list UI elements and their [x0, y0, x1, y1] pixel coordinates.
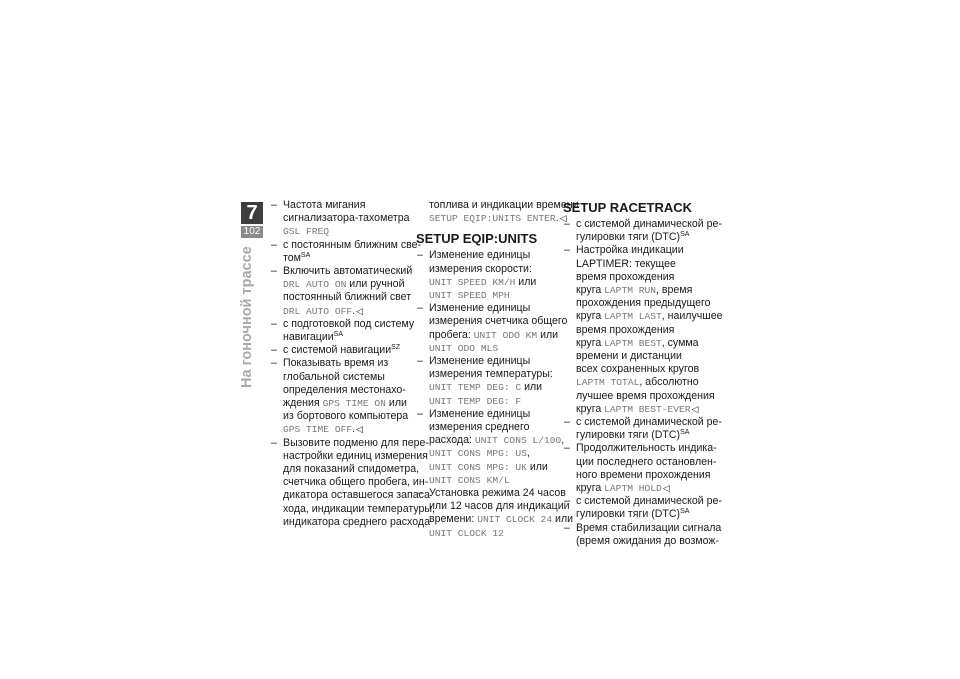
- text-segment: глобальной системы: [283, 370, 385, 383]
- text-line: [576, 495, 722, 508]
- text-segment: гулировки тяги (DTC): [576, 231, 681, 244]
- list-item: [563, 218, 722, 244]
- display-code: UNIT TEMP DEG: C: [429, 382, 522, 394]
- text-line: [429, 395, 554, 408]
- text-segment: круга: [576, 310, 605, 323]
- text-segment: ции последнего остановлен-: [576, 455, 717, 468]
- list-item: [563, 416, 722, 442]
- text-line: [283, 436, 429, 450]
- text-segment: с подготовкой под систему: [283, 317, 415, 330]
- text-segment: .: [352, 423, 356, 436]
- chapter-title: На гоночной трассе: [239, 246, 255, 388]
- text-line: [283, 265, 413, 278]
- end-mark-icon: ◁: [691, 403, 699, 414]
- equipment-superscript: SA: [300, 251, 311, 259]
- text-line: [283, 423, 405, 436]
- text-segment: Включить автоматический: [283, 265, 413, 278]
- end-mark-icon: ◁: [559, 213, 567, 224]
- list-item: [270, 199, 410, 239]
- list-item: [563, 495, 722, 521]
- text-line: [283, 291, 412, 304]
- display-code: GPS TIME OFF: [283, 424, 353, 436]
- display-code: UNIT ODO MLS: [429, 342, 499, 354]
- display-code: UNIT CONS L/100: [474, 435, 562, 447]
- text-line: [283, 238, 422, 252]
- text-line: [429, 342, 554, 355]
- list-item: [270, 436, 435, 529]
- text-segment: счетчика общего пробега, ин-: [283, 476, 429, 489]
- text-line: [429, 263, 554, 276]
- text-line: [429, 500, 570, 513]
- equipment-superscript: SA: [680, 508, 690, 516]
- text-segment: время прохождения: [576, 323, 675, 336]
- list-item: [416, 302, 568, 355]
- text-segment: Изменение единицы: [429, 249, 531, 262]
- chapter-number: 7: [241, 202, 263, 224]
- text-line: [429, 249, 554, 262]
- text-line: [283, 476, 429, 489]
- text-segment: топлива и индикации времени: [429, 199, 579, 211]
- display-code: UNIT CLOCK 24: [477, 514, 553, 526]
- text-line: [576, 403, 703, 416]
- text-line: [576, 350, 703, 363]
- list-item: [416, 249, 554, 302]
- text-segment: ного времени прохождения: [576, 468, 711, 481]
- text-segment: лучшее время прохождения: [576, 389, 715, 402]
- text-line: [576, 244, 703, 257]
- text-segment: или: [552, 513, 574, 526]
- text-segment: Изменение единицы: [429, 355, 531, 368]
- end-mark-icon: ◁: [356, 424, 363, 435]
- display-code: DRL AUTO OFF: [283, 305, 353, 317]
- text-line: [576, 284, 703, 297]
- equipment-superscript: SZ: [391, 344, 401, 352]
- text-segment: круга: [576, 284, 605, 297]
- text-segment: или: [515, 275, 537, 288]
- text-segment: или: [385, 397, 407, 410]
- display-code: GPS TIME ON: [322, 398, 386, 410]
- text-segment: Показывать время из: [283, 357, 389, 370]
- list-item: [270, 317, 415, 344]
- text-segment: Время стабилизации сигнала: [576, 521, 722, 534]
- text-line: [576, 231, 703, 244]
- text-segment: ждения: [283, 397, 323, 410]
- text-line: [283, 371, 405, 384]
- text-line: [429, 461, 554, 474]
- text-line: [283, 344, 405, 357]
- text-segment: постоянный ближний свет: [283, 291, 412, 304]
- text-segment: настройки единиц измерения: [283, 449, 428, 462]
- text-segment: время прохождения: [576, 270, 675, 283]
- racetrack-list: [563, 218, 723, 548]
- text-line: [429, 434, 565, 447]
- text-line: [429, 328, 559, 342]
- text-segment: или ручной: [346, 278, 405, 291]
- list-item: [563, 521, 722, 548]
- text-line: [576, 218, 722, 231]
- text-segment: времени:: [429, 513, 478, 526]
- text-line: [576, 521, 722, 535]
- text-line: [283, 502, 435, 516]
- text-line: [576, 376, 703, 389]
- equipment-superscript: SA: [333, 331, 344, 339]
- text-line: [429, 527, 554, 540]
- text-segment: .: [555, 212, 559, 225]
- text-line: [576, 297, 711, 310]
- text-line: [576, 455, 717, 469]
- display-code: UNIT CONS MPG: UK: [429, 461, 527, 473]
- text-line: [283, 489, 430, 502]
- display-code: LAPTM TOTAL: [576, 377, 640, 389]
- list-item: [270, 357, 409, 436]
- text-segment: из бортового компьютера: [283, 410, 409, 423]
- continued-text: [416, 199, 579, 225]
- list-item: [270, 238, 422, 265]
- text-line: [576, 508, 703, 521]
- units-list: [416, 249, 574, 539]
- text-line: [283, 278, 405, 291]
- text-line: [283, 384, 405, 397]
- text-line: [429, 447, 554, 460]
- text-line: [283, 463, 420, 476]
- text-line: [576, 389, 715, 403]
- text-line: [576, 258, 703, 271]
- text-line: [429, 289, 554, 302]
- text-segment: расхода:: [429, 434, 475, 447]
- text-segment: ,: [526, 447, 530, 460]
- text-line: [429, 474, 554, 487]
- display-code: LAPTM BEST-EVER: [604, 403, 691, 415]
- text-line: [283, 305, 405, 318]
- text-segment: ,: [561, 434, 565, 447]
- text-line: [283, 515, 430, 529]
- display-code: UNIT ODO KM: [473, 329, 538, 341]
- text-segment: , наилучшее: [661, 310, 723, 323]
- text-line: [283, 225, 405, 238]
- text-line: [576, 534, 720, 548]
- text-segment: круга: [576, 402, 605, 415]
- text-segment: круга: [576, 482, 605, 495]
- text-segment: прохождения предыдущего: [576, 297, 711, 310]
- text-line: [576, 337, 703, 350]
- text-line: [576, 363, 703, 376]
- list-item: [563, 244, 723, 416]
- text-segment: Частота мигания: [283, 199, 366, 211]
- text-segment: , абсолютно: [639, 376, 699, 389]
- text-line: [283, 397, 405, 410]
- equipment-superscript: SA: [680, 231, 690, 239]
- text-segment: измерения скорости:: [429, 262, 532, 275]
- text-segment: или: [521, 381, 543, 394]
- display-code: LAPTM LAST: [604, 311, 662, 323]
- list-item: [563, 442, 717, 495]
- section-heading-setup-eqip-units: SETUP EQIP:UNITS: [416, 231, 538, 247]
- text-segment: LAPTIMER: текущее: [576, 257, 676, 270]
- text-column-3: [563, 199, 723, 548]
- text-segment: круга: [576, 336, 605, 349]
- text-line: [576, 416, 722, 429]
- text-line: [283, 410, 409, 423]
- display-code: UNIT TEMP DEG: F: [429, 395, 522, 407]
- text-line: [429, 315, 568, 328]
- equipment-superscript: SA: [680, 429, 690, 437]
- display-code: UNIT CLOCK 12: [429, 527, 504, 539]
- text-line: [429, 487, 566, 500]
- text-segment: всех сохраненных кругов: [576, 363, 700, 376]
- text-segment: Изменение единицы: [429, 407, 531, 420]
- text-segment: Установка режима 24 часов: [429, 487, 566, 500]
- list-item: [270, 344, 405, 357]
- text-line: [283, 317, 415, 331]
- text-segment: с системой динамической ре-: [576, 416, 722, 429]
- section-heading-setup-racetrack: SETUP RACETRACK: [563, 200, 693, 215]
- text-line: [429, 513, 574, 526]
- text-segment: дикатора оставшегося запаса: [283, 489, 430, 502]
- text-column-1: [270, 199, 435, 529]
- text-segment: Вызовите подменю для пере-: [283, 436, 429, 449]
- text-line: [576, 324, 703, 337]
- text-line: [429, 302, 554, 315]
- text-line: [576, 482, 703, 495]
- text-line: [429, 212, 567, 225]
- text-segment: Настройка индикации: [576, 244, 684, 257]
- text-segment: или: [537, 328, 559, 341]
- text-line: [576, 442, 717, 455]
- text-line: [283, 199, 405, 212]
- text-line: [429, 421, 554, 434]
- list-item: [416, 355, 554, 408]
- text-segment: гулировки тяги (DTC): [576, 429, 681, 442]
- text-line: [429, 408, 554, 421]
- text-line: [429, 368, 554, 381]
- text-segment: сигнализатора-тахометра: [283, 212, 410, 225]
- text-segment: том: [283, 251, 301, 264]
- text-segment: или: [526, 460, 548, 473]
- text-segment: , время: [656, 284, 693, 297]
- display-code: GSL FREQ: [283, 226, 330, 238]
- text-segment: гулировки тяги (DTC): [576, 508, 681, 521]
- text-line: [576, 310, 723, 323]
- display-code: UNIT CONS KM/L: [429, 474, 510, 486]
- text-column-2: [416, 199, 579, 540]
- display-code: UNIT CONS MPG: US: [429, 448, 527, 460]
- text-segment: с системой навигации: [283, 344, 392, 357]
- text-segment: измерения счетчика общего: [429, 315, 568, 328]
- text-line: [429, 381, 554, 394]
- display-code: DRL AUTO ON: [283, 279, 347, 291]
- display-code: LAPTM BEST: [604, 337, 662, 349]
- display-code: LAPTM RUN: [604, 285, 656, 297]
- end-mark-icon: ◁: [662, 483, 670, 494]
- text-segment: с системой динамической ре-: [576, 218, 722, 230]
- text-line: [283, 212, 410, 225]
- text-segment: определения местонахо-: [283, 383, 406, 396]
- text-line: [576, 429, 703, 442]
- list-item: [416, 407, 565, 487]
- text-line: [283, 331, 405, 344]
- display-code: SETUP EQIP:UNITS ENTER: [429, 213, 556, 225]
- display-code: LAPTM HOLD: [604, 483, 662, 495]
- text-line: [429, 276, 554, 289]
- text-segment: с системой динамической ре-: [576, 495, 722, 508]
- text-segment: для показаний спидометра,: [283, 463, 420, 476]
- text-segment: или 12 часов для индикации: [429, 500, 570, 513]
- text-segment: Изменение единицы: [429, 302, 531, 315]
- text-segment: индикатора среднего расхода: [283, 515, 430, 528]
- text-segment: (время ожидания до возмож-: [576, 534, 720, 547]
- display-code: UNIT SPEED KM/H: [429, 276, 516, 288]
- text-segment: Продолжительность индика-: [576, 442, 717, 455]
- text-segment: измерения температуры:: [429, 368, 553, 381]
- text-segment: .: [352, 304, 356, 317]
- page-number: 102: [241, 226, 263, 238]
- list-item: [416, 487, 574, 540]
- text-line: [576, 271, 703, 284]
- text-segment: с постоянным ближним све-: [283, 238, 422, 251]
- text-line: [283, 252, 405, 265]
- text-segment: , сумма: [661, 336, 699, 349]
- text-line: [429, 199, 579, 212]
- text-line: [576, 468, 711, 482]
- text-segment: навигации: [283, 331, 334, 344]
- text-line: [283, 449, 428, 463]
- text-segment: измерения среднего: [429, 421, 530, 434]
- text-segment: времени и дистанции: [576, 350, 682, 363]
- text-segment: пробега:: [429, 328, 474, 341]
- end-mark-icon: ◁: [356, 305, 363, 316]
- list-item: [270, 265, 413, 318]
- display-code: UNIT SPEED MPH: [429, 290, 510, 302]
- text-line: [429, 355, 554, 368]
- text-segment: хода, индикации температуры,: [283, 502, 435, 515]
- text-line: [283, 357, 405, 370]
